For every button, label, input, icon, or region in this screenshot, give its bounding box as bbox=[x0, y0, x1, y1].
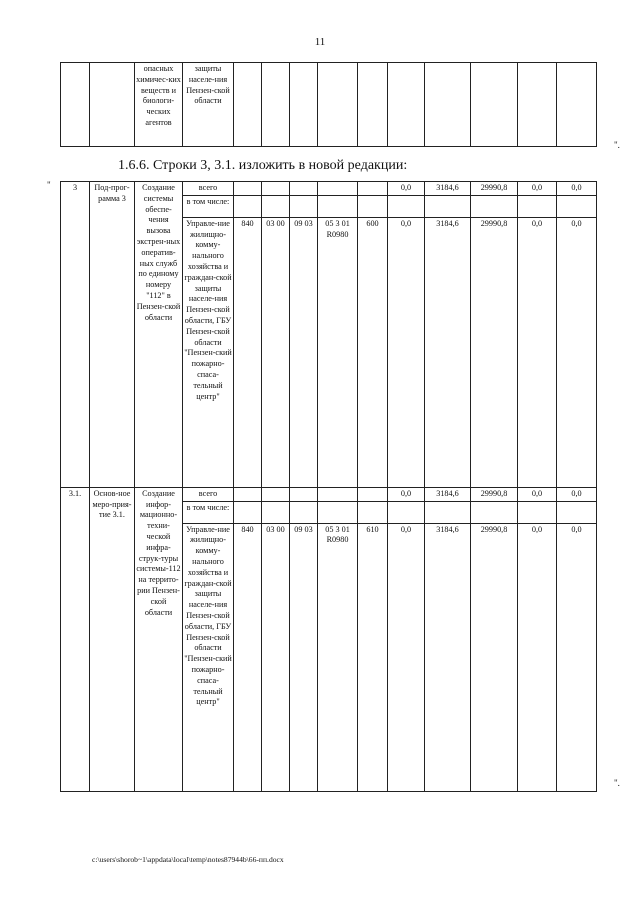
table-row: 3.1. Основ-ное меро-прия-тие 3.1. Создание инфор-мационно-техни-ческой инфра-струк-туры системы-112 на террито-рии Пензен-ской области всего 0,0 3184,6 29990,8 0,0 0,0 bbox=[61, 487, 597, 501]
footer-file-path: c:\users\shorob~1\appdata\local\temp\notes87944b\66-пп.docx bbox=[92, 855, 284, 864]
row-type: Основ-ное меро-прия-тие 3.1. bbox=[90, 487, 135, 791]
closing-quote: ". bbox=[614, 140, 620, 150]
row-number: 3.1. bbox=[61, 487, 90, 791]
table-row bbox=[61, 63, 597, 147]
top-table bbox=[60, 62, 597, 147]
closing-quote: ". bbox=[614, 778, 620, 788]
page-number: 11 bbox=[314, 36, 326, 48]
executor-cell: Управле-ние жилищно-комму-нального хозяйства и граждан-ской защиты населе-ния Пензен-ской области, ГБУ Пензен-ской области "Пензен-ский пожарно-спаса-тельный центр" bbox=[183, 523, 234, 791]
total-label: всего bbox=[183, 182, 234, 196]
row-number: 3 bbox=[61, 182, 90, 488]
including-label: в том числе: bbox=[183, 501, 234, 523]
opening-quote: " bbox=[47, 180, 51, 190]
total-label: всего bbox=[183, 487, 234, 501]
table-row: Управле-ние жилищно-комму-нального хозяйства и граждан-ской защиты населе-ния Пензен-ской области, ГБУ Пензен-ской области "Пензен-ский пожарно-спаса-тельный центр" 840 03 00 09 03 05 3 01 R0980 610 0,0 3184,6 29990,8 0,0 0,0 bbox=[61, 523, 597, 791]
agents-cell: опасных химичес-ких веществ и биологи-ческих агентов bbox=[135, 63, 183, 147]
section-heading: 1.6.6. Строки 3, 3.1. изложить в новой редакции: bbox=[118, 158, 408, 173]
row-name: Создание инфор-мационно-техни-ческой инфра-струк-туры системы-112 на террито-рии Пензен-ской области bbox=[135, 487, 183, 791]
table-row: 3 Под-прог-рамма 3 Создание системы обеспе-чения вызова экстрен-ных оператив-ных служб по единому номеру "112" в Пензен-ской области всего 0,0 3184,6 29990,8 0,0 0,0 bbox=[61, 182, 597, 196]
including-label: в том числе: bbox=[183, 195, 234, 217]
row-type: Под-прог-рамма 3 bbox=[90, 182, 135, 488]
executor-cell: Управле-ние жилищно-комму-нального хозяйства и граждан-ской защиты населе-ния Пензен-ской области, ГБУ Пензен-ской области "Пензен-ский пожарно-спаса-тельный центр" bbox=[183, 217, 234, 487]
table-row: Управле-ние жилищно-комму-нального хозяйства и граждан-ской защиты населе-ния Пензен-ской области, ГБУ Пензен-ской области "Пензен-ский пожарно-спаса-тельный центр" 840 03 00 09 03 05 3 01 R0980 600 0,0 3184,6 29990,8 0,0 0,0 bbox=[61, 217, 597, 487]
program-table bbox=[60, 181, 597, 792]
row-name: Создание системы обеспе-чения вызова экстрен-ных оператив-ных служб по единому номеру "112" в Пензен-ской области bbox=[135, 182, 183, 488]
protection-cell: защиты населе-ния Пензен-ской области bbox=[183, 63, 234, 147]
